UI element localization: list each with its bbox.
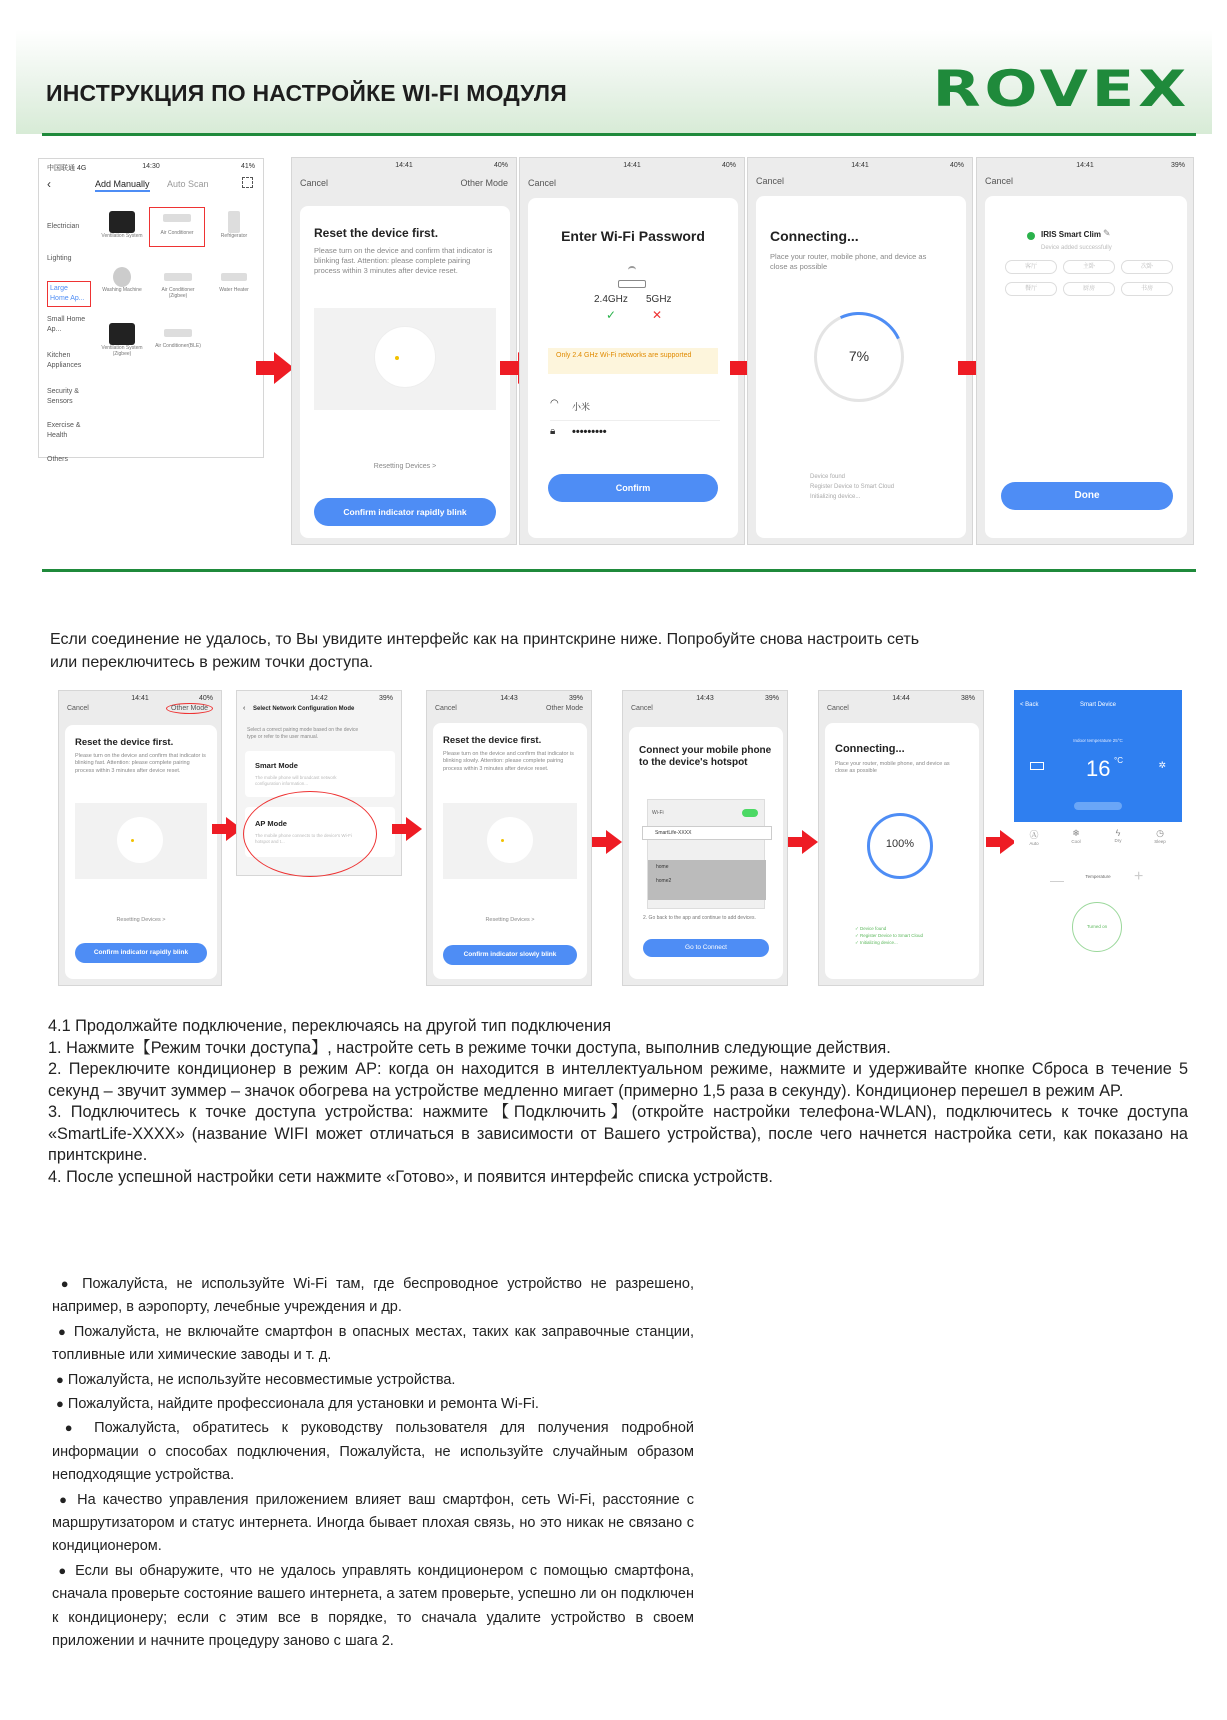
status-time: 14:41 [851, 162, 869, 169]
connecting-title: Connecting... [770, 228, 859, 244]
note-text: Пожалуйста, обратитесь к руководству пользователя для получения подробной информации о способах подключения, Пожалуйста, не используйте случайным образом неподходящие устройства. [52, 1420, 695, 1484]
reset-title: Reset the device first. [443, 735, 542, 746]
connection-steps [855, 925, 923, 946]
device-tile[interactable] [97, 267, 147, 293]
screen-wifi-password [519, 157, 745, 545]
note-text: На качество управления приложением влияет ваш смартфон, сеть Wi-Fi, расстояние с маршрутизатором и статус интернета. Иногда бывает плохая связь, но это никак не связано с кондиционером. [52, 1491, 695, 1555]
screen-connecting [747, 157, 973, 545]
status-time: 14:41 [131, 695, 149, 702]
screen-done [976, 157, 1194, 545]
temp-unit: °C [1114, 756, 1123, 765]
temperature-label: Temperature [1085, 874, 1111, 879]
cross-icon: ✕ [652, 308, 663, 322]
bullet-icon: ● [56, 1371, 64, 1387]
safety-note [52, 1416, 694, 1487]
cancel-link[interactable]: Cancel [985, 176, 1014, 186]
room-chip[interactable]: 餐厅 [1005, 282, 1057, 296]
reset-description: Please turn on the device and confirm that indicator is blinking fast. Attention: please complete pairing process within 3 minutes after device reset. [75, 753, 206, 774]
failure-note [50, 628, 1190, 674]
refrigerator-icon [228, 211, 240, 233]
bullet-icon: ● [58, 1562, 69, 1578]
page-title: ИНСТРУКЦИЯ ПО НАСТРОЙКЕ WI-FI МОДУЛЯ [46, 80, 567, 106]
mode-sleep[interactable] [1150, 828, 1170, 844]
mode-dry[interactable] [1108, 828, 1128, 843]
minus-icon[interactable]: — [1050, 872, 1064, 888]
confirm-slow-blink-button[interactable]: Confirm indicator slowly blink [443, 945, 577, 965]
reset-title: Reset the device first. [314, 226, 439, 240]
device-name: IRIS Smart Clim [1041, 230, 1102, 239]
progress-percent: 100% [885, 838, 915, 850]
wifi-settings-preview [647, 799, 765, 909]
connecting-title: Connecting... [835, 743, 905, 755]
ac-icon [1030, 762, 1044, 770]
other-mode-link[interactable]: Other Mode [460, 178, 508, 188]
check-icon: ✓ [606, 308, 617, 322]
room-chip[interactable]: 厨房 [1063, 282, 1115, 296]
header-divider [42, 133, 1196, 136]
status-time: 14:41 [1076, 162, 1094, 169]
bullet-icon: ● [59, 1491, 71, 1507]
cancel-link[interactable]: Cancel [631, 705, 653, 712]
wifi-icon: ◠ [550, 398, 559, 409]
connecting-description: Place your router, mobile phone, and device as close as possible [835, 761, 950, 775]
status-carrier: 中国联通 4G [47, 165, 87, 172]
mode-auto[interactable] [1024, 828, 1044, 846]
mode-cool[interactable] [1066, 828, 1086, 844]
instruction-step: 2. Переключите кондиционер в режим AP: когда он находится в интеллектуальном режиме, нажмите и удерживайте кнопке Сброса в течение 5 секунд – звучит зуммер – значок обогрева на устройстве медленно мигает (примерно 1,5 раза в секунду). Кондиционер перешел в режим AP. [48, 1060, 1188, 1100]
bullet-icon: ● [60, 1276, 74, 1291]
screen-connecting-complete [818, 690, 984, 986]
category-item[interactable]: Small Home Ap... [47, 316, 86, 333]
hotspot-title: Connect your mobile phone to the device's hotspot [639, 745, 772, 768]
connecting-description: Place your router, mobile phone, and device as close as possible [770, 252, 927, 272]
scan-icon[interactable] [242, 177, 253, 188]
status-time: 14:41 [623, 162, 641, 169]
mode-subtitle: Select a correct pairing mode based on the device type or refer to the user manual. [247, 727, 359, 740]
cancel-link[interactable]: Cancel [756, 176, 785, 186]
failure-line: или переключитесь в режим точки доступа. [50, 654, 374, 671]
screen-add-device [38, 158, 264, 463]
confirm-button[interactable]: Confirm [548, 474, 718, 502]
screen-reset-other-mode [58, 690, 222, 986]
device-label: Ventilation System (Zigbee) [101, 345, 143, 357]
hotspot-card [629, 727, 783, 979]
water-heater-icon [221, 273, 247, 281]
screen-device-control [1014, 690, 1182, 970]
device-label: Air Conditioner(BLE) [155, 343, 201, 349]
air-conditioner-icon [164, 273, 192, 281]
screen-reset-slow-blink [426, 690, 592, 986]
category-item[interactable]: Exercise & Health [47, 422, 81, 439]
category-item[interactable]: Large Home Ap... [47, 281, 91, 307]
back-icon[interactable]: ‹ [243, 705, 246, 712]
category-item[interactable]: Kitchen Appliances [47, 352, 82, 369]
status-battery: 39% [764, 695, 779, 702]
status-battery: 39% [568, 695, 583, 702]
device-indicator-icon [117, 817, 163, 863]
device-header-panel [1014, 690, 1182, 822]
reset-title: Reset the device first. [75, 737, 174, 748]
note-text: Пожалуйста, найдите профессионала для установки и ремонта Wi-Fi. [67, 1396, 539, 1413]
hotspot-network[interactable]: SmartLife-XXXX [642, 826, 772, 840]
device-label: Ventilation System [101, 233, 143, 239]
other-mode-link[interactable]: Other Mode [166, 703, 213, 714]
failure-line: Если соединение не удалось, то Вы увидите интерфейс как на принтскрине ниже. Попробуйте снова настроить сеть [50, 631, 920, 648]
device-indicator-icon [374, 326, 436, 388]
wifi-label: Wi-Fi [652, 810, 664, 816]
air-conditioner-icon [164, 329, 192, 337]
auto-icon: Ⓐ [1029, 830, 1039, 840]
category-item[interactable]: Electrician [47, 223, 80, 230]
cancel-link[interactable]: Cancel [300, 178, 329, 188]
note-text: Если вы обнаружите, что не удалось управлять кондиционером с помощью смартфона, сначала проверьте состояние вашего интернета, а затем проверьте, успешно ли он подключен к кондиционеру; если с этим все в порядке, то сначала удалите устройство в своем приложении и начните процедуру заново с шага 2. [52, 1562, 694, 1650]
bullet-icon: ● [56, 1396, 64, 1412]
instruction-step: 3. Подключитесь к точке доступа устройства: нажмите【Подключить】(откройте настройки телефона-WLAN), подключитесь к точке доступа «SmartLife-XXXX» (название WIFI может отличаться в зависимости от Вашего устройства), после чего начнется настройка сети, как показано на принтскрине. [48, 1103, 1188, 1164]
step-item: ✓ Initializing device... [855, 940, 898, 945]
connecting-card [825, 723, 979, 979]
network-item[interactable]: home2 [656, 878, 672, 884]
reset-card [433, 723, 587, 979]
progress-percent: 7% [848, 348, 870, 364]
indoor-temp: Indoor temperature 25°C [1073, 738, 1123, 743]
device-illustration [75, 803, 207, 879]
step-item: ✓ Device found [855, 926, 887, 931]
added-message: Device added successfully [1041, 245, 1112, 251]
wifi-title: Enter Wi-Fi Password [561, 228, 705, 244]
go-to-connect-button[interactable]: Go to Connect [643, 939, 769, 957]
instruction-step: 4.1 Продолжайте подключение, переключаясь на другой тип подключения [48, 1017, 612, 1035]
other-mode-link[interactable]: Other Mode [546, 705, 583, 712]
progress-ring [867, 813, 933, 879]
device-label: Air Conditioner (Zigbee) [161, 287, 195, 299]
network-list [648, 860, 766, 900]
status-battery: 40% [949, 162, 964, 169]
device-illustration [443, 803, 577, 879]
step-item: Register Device to Smart Cloud [810, 484, 895, 490]
device-tile[interactable] [97, 323, 147, 357]
band-24ghz: 2.4GHz [594, 294, 628, 305]
safety-note [52, 1488, 694, 1559]
droplet-icon: ϟ [1115, 828, 1121, 838]
mode-label: Cool [1071, 839, 1081, 844]
device-indicator-icon [487, 817, 533, 863]
device-tile[interactable] [209, 267, 259, 293]
lock-icon: 🔒︎ [550, 426, 556, 437]
status-time: 14:41 [395, 162, 413, 169]
screen-reset-device [291, 157, 517, 545]
safety-note [52, 1392, 694, 1416]
device-title: Smart Device [1079, 702, 1116, 708]
status-battery: 40% [493, 162, 508, 169]
bullet-icon: ● [58, 1323, 68, 1339]
safety-note [52, 1368, 694, 1392]
cancel-link[interactable]: Cancel [827, 705, 849, 712]
router-icon [614, 266, 650, 288]
ssid-input[interactable]: 小米 [572, 402, 591, 412]
status-battery: 41% [240, 163, 255, 170]
note-text: Пожалуйста, не используйте Wi-Fi там, где беспроводное устройство не разрешено, например, в аэропорту, лечебные учреждения и др. [52, 1276, 695, 1316]
washing-machine-icon [113, 267, 131, 287]
device-tile[interactable] [153, 323, 203, 349]
mode-header: Select Network Configuration Mode [253, 706, 355, 712]
status-time: 14:43 [500, 695, 518, 702]
hotspot-note: 2. Go back to the app and continue to add devices. [643, 915, 756, 921]
instruction-step: 4. После успешной настройки сети нажмите «Готово», и появится интерфейс списка устройств. [48, 1167, 773, 1186]
bullet-icon: ● [64, 1420, 82, 1436]
resetting-devices-link[interactable]: Resetting Devices > [485, 917, 535, 923]
edit-icon[interactable]: ✎ [1103, 228, 1111, 238]
band-warning: Only 2.4 GHz Wi-Fi networks are supported [548, 348, 718, 374]
status-battery: 39% [1170, 162, 1185, 169]
timer-bar [1074, 802, 1122, 810]
done-card [985, 196, 1187, 538]
note-text: Пожалуйста, не используйте несовместимые устройства. [67, 1371, 456, 1388]
category-item[interactable]: Lighting [47, 255, 72, 262]
device-label: Water Heater [219, 287, 249, 293]
category-list [47, 211, 91, 479]
status-time: 14:42 [310, 695, 328, 702]
note-text: Пожалуйста, не включайте смартфон в опасных местах, таких как заправочные станции, топливные или химические заводы и т. д. [52, 1323, 695, 1364]
section-divider [42, 569, 1196, 572]
instruction-step: 1. Нажмите【Режим точки доступа】, настройте сеть в режиме точки доступа, выполнив следующие действия. [48, 1038, 891, 1057]
success-icon [1027, 232, 1035, 240]
step-item: ✓ Register Device to Smart Cloud [855, 933, 924, 938]
confirm-rapid-blink-button[interactable]: Confirm indicator rapidly blink [75, 943, 207, 963]
step-item: Initializing device... [810, 494, 861, 500]
room-chip[interactable]: 书房 [1121, 282, 1173, 296]
plus-icon[interactable]: + [1134, 868, 1144, 885]
password-input[interactable]: ••••••••• [572, 426, 607, 438]
wifi-card [528, 198, 738, 538]
confirm-rapid-blink-button[interactable]: Confirm indicator rapidly blink [314, 498, 496, 526]
device-label: Refrigerator [220, 233, 248, 239]
smart-mode-option[interactable] [245, 751, 395, 797]
reset-card [65, 725, 217, 979]
device-tile-selected[interactable] [149, 207, 205, 247]
screen-connect-hotspot [622, 690, 788, 986]
back-icon[interactable]: ‹ [47, 177, 51, 191]
instructions [48, 1016, 1188, 1188]
power-button[interactable] [1072, 902, 1122, 952]
device-label: Air Conditioner [160, 230, 194, 236]
smart-mode-desc: The mobile phone will broadcast network configuration information... [255, 775, 337, 787]
category-item[interactable]: Security & Sensors [47, 388, 79, 405]
status-time: 14:43 [696, 695, 714, 702]
mode-label: Sleep [1154, 839, 1166, 844]
network-item[interactable]: home [656, 864, 669, 870]
cancel-link[interactable]: Cancel [67, 705, 89, 712]
status-time: 14:30 [142, 163, 160, 170]
set-temperature: 16 [1086, 756, 1111, 781]
device-tile[interactable] [209, 211, 259, 239]
snowflake-icon: ❄ [1072, 828, 1080, 838]
sleep-icon: ◷ [1156, 828, 1164, 838]
device-tile[interactable] [97, 211, 147, 239]
power-state: Turned on [1086, 924, 1108, 929]
safety-note [52, 1320, 694, 1368]
connection-steps [810, 472, 894, 502]
ap-mode-title: AP Mode [255, 819, 287, 828]
room-chip[interactable]: 客厅 [1005, 260, 1057, 274]
page-header [16, 30, 1212, 134]
step-item: Device found [810, 474, 846, 480]
mode-label: Dry [1114, 838, 1122, 843]
air-conditioner-icon [163, 214, 191, 222]
resetting-devices-link[interactable]: Resetting Devices > [373, 463, 437, 470]
status-battery: 39% [378, 695, 393, 702]
device-illustration [314, 308, 496, 410]
wifi-toggle[interactable] [742, 809, 758, 817]
mode-label: Auto [1029, 841, 1039, 846]
device-label: Washing Machine [102, 287, 142, 293]
status-time: 14:44 [892, 695, 910, 702]
safety-note [52, 1559, 694, 1654]
reset-description: Please turn on the device and confirm that indicator is blinking slowly. Attention: please complete pairing process within 3 minutes after device reset. [443, 751, 574, 772]
room-chip[interactable]: 主卧 [1063, 260, 1115, 274]
tab-add-manually[interactable]: Add Manually [95, 179, 150, 192]
ventilation-icon [109, 211, 135, 233]
done-button[interactable]: Done [1001, 482, 1173, 510]
reset-card [300, 206, 510, 538]
device-tile[interactable] [153, 267, 203, 299]
progress-ring [814, 312, 904, 402]
fan-icon: ✲ [1158, 760, 1166, 770]
back-link[interactable]: < Back [1020, 702, 1039, 708]
cancel-link[interactable]: Cancel [435, 705, 457, 712]
status-battery: 38% [960, 695, 975, 702]
reset-description: Please turn on the device and confirm that indicator is blinking fast. Attention: please complete pairing process within 3 minutes after device reset. [314, 246, 493, 276]
rovex-logo: ROVEX [932, 60, 1190, 118]
category-item[interactable]: Others [47, 456, 69, 463]
safety-notes [52, 1272, 694, 1654]
ap-mode-desc: The mobile phone connects to the device's Wi-Fi hotspot and t... [255, 833, 352, 845]
cancel-link[interactable]: Cancel [528, 178, 557, 188]
safety-note [52, 1272, 694, 1320]
tab-auto-scan[interactable]: Auto Scan [167, 179, 209, 189]
resetting-devices-link[interactable]: Resetting Devices > [116, 917, 166, 923]
band-5ghz: 5GHz [646, 294, 672, 305]
connecting-card [756, 196, 966, 538]
status-battery: 40% [721, 162, 736, 169]
ventilation-icon [109, 323, 135, 345]
room-chip[interactable]: 次卧 [1121, 260, 1173, 274]
smart-mode-title: Smart Mode [255, 761, 298, 770]
status-battery: 40% [198, 695, 213, 702]
screen-select-mode [236, 690, 402, 876]
highlight-circle [243, 791, 377, 877]
